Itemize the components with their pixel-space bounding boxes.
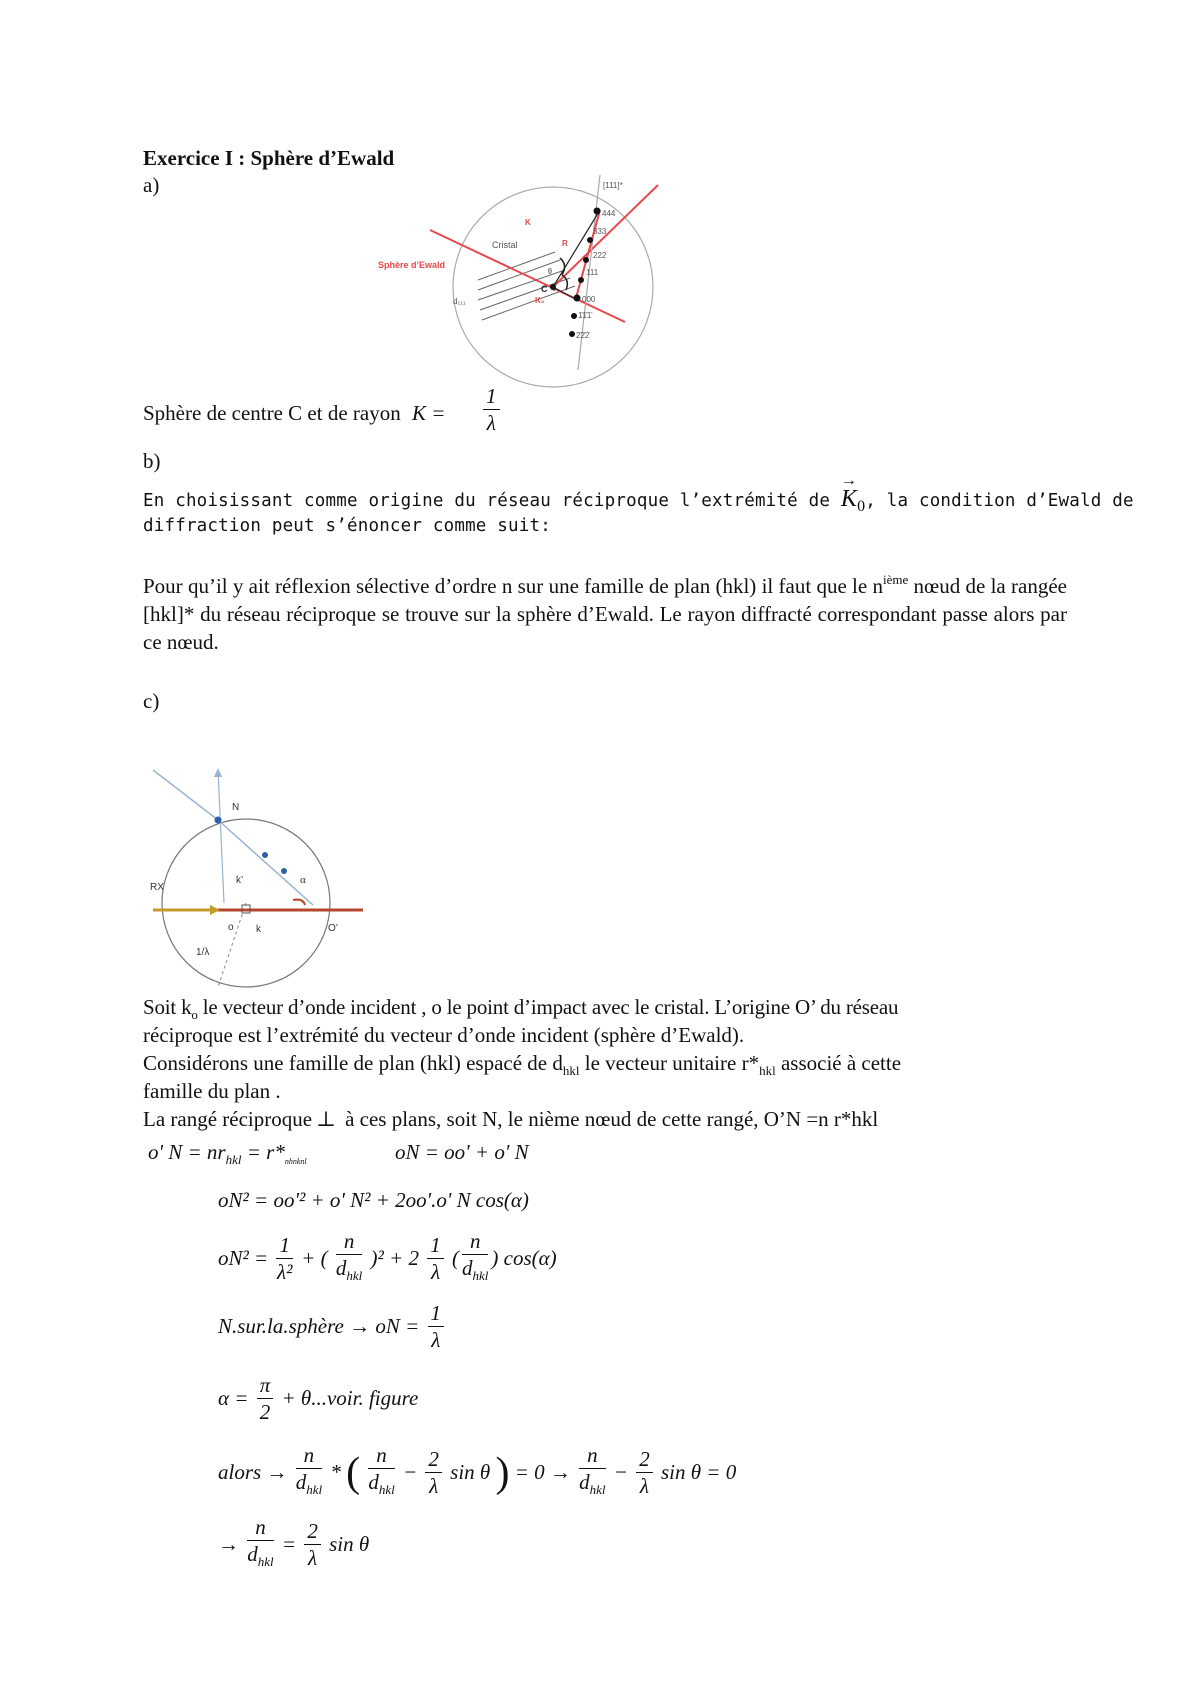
svg-text:444: 444: [602, 209, 616, 218]
ewald-sphere-figure: [378, 180, 680, 375]
svg-text:o: o: [228, 922, 234, 933]
svg-text:α: α: [300, 874, 306, 886]
svg-text:Cristal: Cristal: [492, 240, 518, 250]
svg-text:k’: k’: [236, 875, 244, 886]
c-para2-line2: famille du plan .: [143, 1079, 281, 1103]
node-000: [574, 295, 581, 302]
c-para1-line2: réciproque est l’extrémité du vecteur d’onde incident (sphère d’Ewald).: [143, 1023, 745, 1047]
svg-text:1/λ: 1/λ: [196, 947, 210, 958]
crystal-planes: [478, 252, 575, 320]
svg-text:R: R: [562, 239, 568, 248]
eq-vector-on: o' $N = nr_{hkl} = r*_{nhnknl}$: [148, 1140, 307, 1167]
eq-bragg: → $\frac{n}{d_{hkl}}$ = $\frac{2}{\lambda}$ sin θ: [218, 1515, 370, 1570]
eq-alpha: α = $\frac{\pi}{2}$ + θ...voir. figure: [218, 1373, 419, 1424]
svg-text:K: K: [525, 218, 531, 227]
direction-label: [111]*: [603, 181, 623, 190]
svg-text:222: 222: [593, 251, 607, 260]
ewald-condition-paragraph: Pour qu’il y ait réflexion sélective d’ordre n sur une famille de plan (hkl) il faut que le $n^{ième}$ nœud de la rangée [hkl]* du réseau réciproque se trouve sur la sphère d’Ewald. Le rayon diffracté correspondant passe alors par ce nœud.: [143, 572, 1067, 654]
eq-on-sphere: N.sur.la.sphère → oN = $\frac{1}{\lambda}$: [218, 1300, 447, 1353]
svg-text:O’: O’: [328, 923, 338, 934]
eq-vector-sum: oN = oo' + o' N: [395, 1140, 529, 1164]
node-444: [594, 208, 601, 215]
c-para3: La rangé réciproque ⊥ à ces plans, soit N, le nième nœud de cette rangé, O’N =n r*hkl: [143, 1107, 879, 1131]
svg-text:111: 111: [586, 268, 599, 277]
part-a-label: a): [143, 173, 160, 197]
part-b-line2: diffraction peut s’énoncer comme suit:: [143, 516, 551, 536]
node-m222: [569, 331, 575, 337]
svg-text:k: k: [256, 924, 261, 935]
eq-on-squared: oN² = $\frac{1}{\text{λ²}}$ + ( $\frac{n}{d_{hkl}}$ )² + 2 $\frac{1}{\lambda}$ ( $\frac{n}{d_{hkl}}$ ) cos(α): [218, 1229, 557, 1284]
part-b-label: b): [143, 449, 161, 473]
svg-text:K₀: K₀: [535, 296, 545, 305]
svg-text:θ: θ: [548, 267, 552, 276]
outer-ray: [153, 770, 218, 820]
radius-fraction: $\frac{1}{\lambda}$: [480, 383, 503, 436]
svg-text:000: 000: [582, 295, 596, 304]
radius-line: [218, 903, 246, 987]
node-n: [215, 817, 222, 824]
c-para1-line1: Soit $k_o$ le vecteur d’onde incident , o le point d’impact avec le cristal. L’origine O’ du réseau: [143, 995, 899, 1022]
svg-text:C: C: [541, 284, 548, 294]
svg-text:θ: θ: [552, 284, 556, 293]
sphere-label: Sphère d’Ewald: [378, 260, 446, 270]
k-prime-line: [218, 820, 313, 905]
svg-text:N: N: [232, 802, 240, 813]
svg-text:1̄1̄1̄: 1̄1̄1̄: [578, 311, 592, 320]
diffracted-ray: [553, 185, 658, 287]
part-b-line1: En choisissant comme origine du réseau réciproque l’extrémité de → K0, la condition d’Ewald de: [143, 486, 1134, 516]
c-para2-line1: Considérons une famille de plan (hkl) espacé de $d_{hkl}$ le vecteur unitaire $r*_{hkl}$ associé à cette: [143, 1051, 902, 1078]
svg-text:2̄2̄2̄: 2̄2̄2̄: [576, 331, 590, 340]
svg-text:d₁₁₁: d₁₁₁: [453, 297, 466, 306]
diffraction-figure: [148, 765, 368, 990]
node-222: [583, 257, 589, 263]
eq-cosine-law: oN² = oo'² + o' N² + 2oo'.o' N cos(α): [218, 1188, 529, 1212]
eq-alors: alors → $\frac{n}{d_{hkl}}$ * ( $\frac{n}{d_{hkl}}$ − $\frac{2}{\lambda}$ sin θ ) = 0 → $\frac{n}{d_{hkl}}$ − $\frac{2}{\lambda}$ sin θ = 0: [218, 1443, 737, 1498]
node-m111: [571, 313, 577, 319]
node-111: [578, 277, 584, 283]
exercise-title: Exercice I : Sphère d’Ewald: [143, 146, 395, 170]
sphere-sentence: Sphère de centre C et de rayon K =: [143, 401, 446, 425]
svg-text:333: 333: [593, 227, 607, 236]
part-c-label: c): [143, 689, 160, 713]
node-333: [587, 237, 593, 243]
svg-text:RX: RX: [150, 882, 164, 893]
